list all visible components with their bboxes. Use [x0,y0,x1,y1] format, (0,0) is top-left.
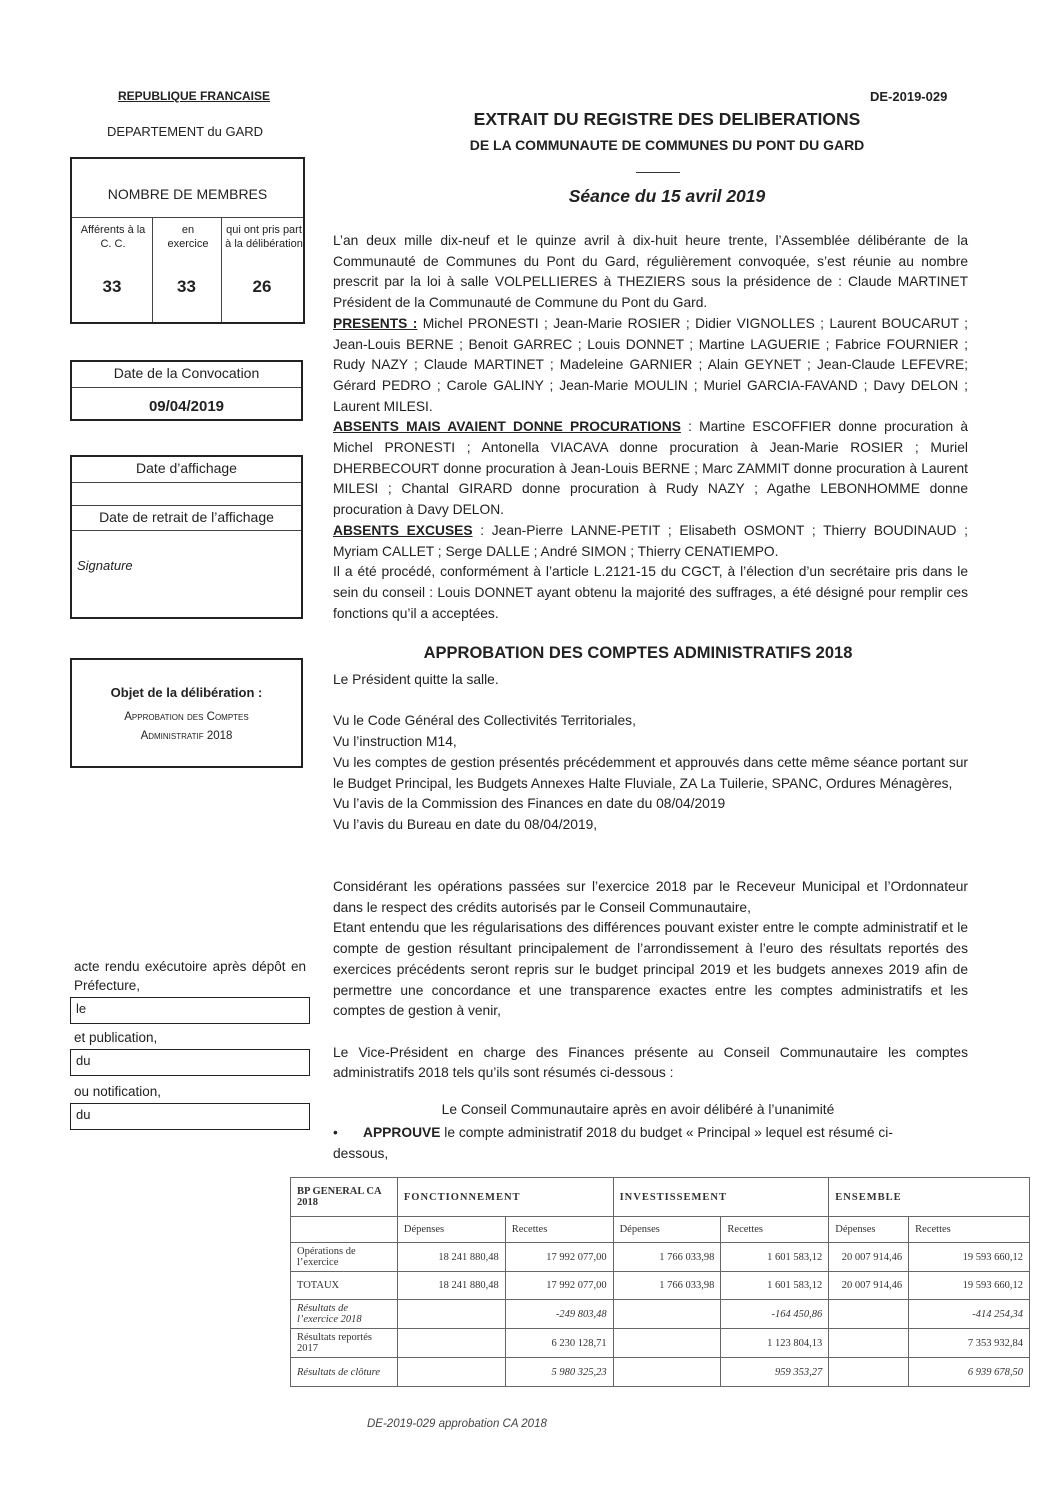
intro-section [333,231,968,624]
procurations-list: : Martine ESCOFFIER donne procuration à Michel PRONESTI ; Antonella VIACAVA donne procuration à Jean-Marie ROSIER ; Muriel DHERBECOURT donne procuration à Jean-Louis BERNE ; Marc ZAMMIT donne procuration à Laurent MILESI ; Chantal GIRARD donne procuration à Rudy NAZY ; Agathe LEBONHOMME donne procuration à Davy DELON. [333,419,968,518]
decision-line: Le Conseil Communautaire après en avoir délibéré à l’unanimité [441,1102,835,1117]
procurations-paragraph [333,417,968,521]
members-col-divider [152,217,153,322]
notification-label: ou notification, [74,1084,162,1099]
excuses-paragraph [333,521,968,562]
seance-date: Séance du 15 avril 2019 [568,186,766,206]
table-cell [613,1358,721,1387]
table-subheader: Dépenses [613,1217,721,1243]
publication-date-field[interactable]: du [70,1049,310,1076]
table-cell [397,1329,505,1358]
approuve-label: APPROUVE [363,1125,441,1140]
approuve-text: le compte administratif 2018 du budget « Principal » lequel est résumé ci-dessous, [333,1125,893,1161]
table-cell [829,1300,909,1329]
table-cell: 1 123 804,13 [721,1329,829,1358]
table-group-header: FONCTIONNEMENT [397,1178,613,1217]
signature-label: Signature [77,558,133,573]
table-cell [397,1358,505,1387]
table-cell: 1 766 033,98 [613,1243,721,1272]
members-col1-label: Afférents à la C. C. [80,224,146,250]
vu-line: Vu l’avis du Bureau en date du 08/04/2019, [333,816,598,832]
members-col3-label: qui ont pris part à la délibération [225,224,303,250]
considerant-paragraph: Considérant les opérations passées sur l’exercice 2018 par le Receveur Municipal et l’Ordonnateur dans le respect des crédits autorisés par le Conseil Communautaire, [333,878,968,915]
table-cell [829,1329,909,1358]
table-cell: 5 980 325,23 [505,1358,613,1387]
vu-line: Vu les comptes de gestion présentés précédemment et approuvés dans cette même séance portant sur le Budget Principal, les Budgets Annexes Halte Fluviale, ZA La Tuilerie, SPANC, Ordures Ménagères, [333,754,968,791]
table-cell: 17 992 077,00 [505,1272,613,1300]
excuses-list: : Jean-Pierre LANNE-PETIT ; Elisabeth OSMONT ; Thierry BOUDINAUD ; Myriam CALLET ; Serge DALLE ; André SIMON ; Thierry CENATIEMPO. [333,522,969,559]
members-col-divider [221,217,222,322]
members-divider [72,217,303,218]
deliberation-title: APPROBATION DES COMPTES ADMINISTRATIFS 2018 [423,644,853,662]
table-cell: 17 992 077,00 [505,1243,613,1272]
presents-list: Michel PRONESTI ; Jean-Marie ROSIER ; Didier VIGNOLLES ; Laurent BOUCARUT ; Jean-Louis BERNE ; Benoit GARREC ; Louis DONNET ; Martine LAGUERIE ; Fabrice FOURNIER ; Rudy NAZY ; Claude MARTINET ; Madeleine GARNIER ; Alain GEYNET ; Jean-Claude LEFEVRE; Gérard PEDRO ; Carole GALINY ; Jean-Marie MOULIN ; Muriel GARCIA-FAVAND ; Davy DELON ; Laurent MILESI. [333,315,969,414]
row-label: TOTAUX [291,1272,398,1300]
bullet: • [333,1125,338,1140]
members-col3-value: 26 [252,277,272,296]
members-box [70,157,305,324]
table-row [291,1272,1030,1300]
table-subheader: Recettes [505,1217,613,1243]
table-cell: 18 241 880,48 [397,1272,505,1300]
departement-label: DEPARTEMENT du GARD [107,124,264,139]
presents-paragraph [333,314,968,418]
table-subheader: Dépenses [397,1217,505,1243]
affichage-label: Date d’affichage [136,460,237,476]
excuses-label: ABSENTS EXCUSES [333,522,473,538]
deliberation-reference: DE-2019-029 [870,89,948,104]
table-row [291,1358,1030,1387]
table-cell: 1 601 583,12 [721,1272,829,1300]
table-row [291,1329,1030,1358]
table-subheader: Dépenses [829,1217,909,1243]
members-col2-value: 33 [177,277,196,296]
approuve-paragraph [333,1123,945,1164]
publication-label: et publication, [74,1030,158,1045]
table-cell: 959 353,27 [721,1358,829,1387]
convocation-box [70,360,303,421]
objet-box [70,658,303,768]
table-row [291,1243,1030,1272]
affichage-divider [72,482,301,483]
table-subheader: Recettes [721,1217,829,1243]
vicepresident-paragraph: Le Vice-Président en charge des Finances présente au Conseil Communautaire les comptes administratifs 2018 tels qu’ils sont résumés ci-dessous : [333,1044,968,1081]
republique-heading: REPUBLIQUE FRANCAISE [118,89,271,103]
table-cell [829,1358,909,1387]
etant-paragraph: Etant entendu que les régularisations des différences pouvant exister entre le compte administratif et le compte de gestion résultant principalement de l’arrondissement à l’euro des résultats reportés des exercices précédents seront repris sur le budget principal 2019 et les budgets annexes 2019 afin de permettre une concordance et une transparence exactes entre les comptes administratifs et les comptes de gestion à venir, [333,920,968,1019]
table-row [291,1300,1030,1329]
affichage-divider [72,530,301,531]
table-cell [613,1329,721,1358]
presents-label: PRESENTS : [333,315,418,331]
convocation-label: Date de la Convocation [113,365,260,381]
register-subtitle: DE LA COMMUNAUTE DE COMMUNES DU PONT DU GARD [469,137,865,153]
president-line: Le Président quitte la salle. [333,672,499,687]
notification-date-field[interactable]: du [70,1103,310,1130]
footer-reference: DE-2019-029 approbation CA 2018 [367,1418,547,1430]
register-title: EXTRAIT DU REGISTRE DES DELIBERATIONS [473,109,861,129]
table-group-header: INVESTISSEMENT [613,1178,829,1217]
intro-opening: L’an deux mille dix-neuf et le quinze avril à dix-huit heure trente, l’Assemblée délibérante de la Communauté de Communes du Pont du Gard, régulièrement convoquée, s’est réunie au nombre prescrit par la loi à salle VOLPELLIERES à THEZIERS sous la présidence de : Claude MARTINET Président de la Communauté de Commune du Pont du Gard. [333,233,968,311]
convocation-date: 09/04/2019 [148,398,225,415]
convocation-divider [72,387,301,388]
procurations-label: ABSENTS MAIS AVAIENT DONNE PROCURATIONS [333,419,681,435]
members-title: NOMBRE DE MEMBRES [107,186,268,202]
table-cell: 1 601 583,12 [721,1243,829,1272]
table-cell [397,1300,505,1329]
deliberation-body [333,670,968,1084]
table-cell: -164 450,86 [721,1300,829,1329]
executoire-text: acte rendu exécutoire après dépôt en Préfecture, [74,959,306,993]
vu-line: Vu l’instruction M14, [333,734,457,750]
table-cell: 19 593 660,12 [909,1272,1030,1300]
table-cell: 6 230 128,71 [505,1329,613,1358]
table-cell: 1 766 033,98 [613,1272,721,1300]
table-cell: 7 353 932,84 [909,1329,1030,1358]
vu-line: Vu l’avis de la Commission des Finances en date du 08/04/2019 [333,796,726,812]
row-label: Résultats de clôture [291,1358,398,1387]
objet-title: Objet de la délibération : [110,685,263,700]
table-cell: -249 803,48 [505,1300,613,1329]
title-divider [636,172,680,173]
table-cell: 6 939 678,50 [909,1358,1030,1387]
members-col1-value: 33 [102,277,122,296]
row-label: Résultats reportés 2017 [291,1329,398,1358]
vu-line: Vu le Code Général des Collectivités Territoriales, [333,713,636,729]
table-subheader: Recettes [909,1217,1030,1243]
table-corner: BP GENERAL CA 2018 [291,1178,398,1217]
table-cell: 20 007 914,46 [829,1272,909,1300]
affichage-divider [72,505,301,506]
table-cell: -414 254,34 [909,1300,1030,1329]
table-cell [613,1300,721,1329]
table-cell [291,1217,398,1243]
table-cell: 18 241 880,48 [397,1243,505,1272]
row-label: Opérations de l’exercice [291,1243,398,1272]
table-cell: 19 593 660,12 [909,1243,1030,1272]
budget-table [290,1177,1030,1387]
executoire-date-field[interactable]: le [70,997,310,1024]
secretaire-paragraph: Il a été procédé, conformément à l’article L.2121-15 du CGCT, à l’élection d’un secrétaire pris dans le sein du conseil : Louis DONNET ayant obtenu la majorité des suffrages, a été désigné pour remplir ces fonctions qu’il a acceptées. [333,564,968,621]
table-cell: 20 007 914,46 [829,1243,909,1272]
table-group-header: ENSEMBLE [829,1178,1030,1217]
retrait-label: Date de retrait de l’affichage [99,509,274,525]
members-col2-label: en exercice [167,224,209,250]
row-label: Résultats de l’exercice 2018 [291,1300,398,1329]
objet-value: Approbation des Comptes Administratif 2018 [124,711,249,742]
affichage-box [70,455,303,619]
